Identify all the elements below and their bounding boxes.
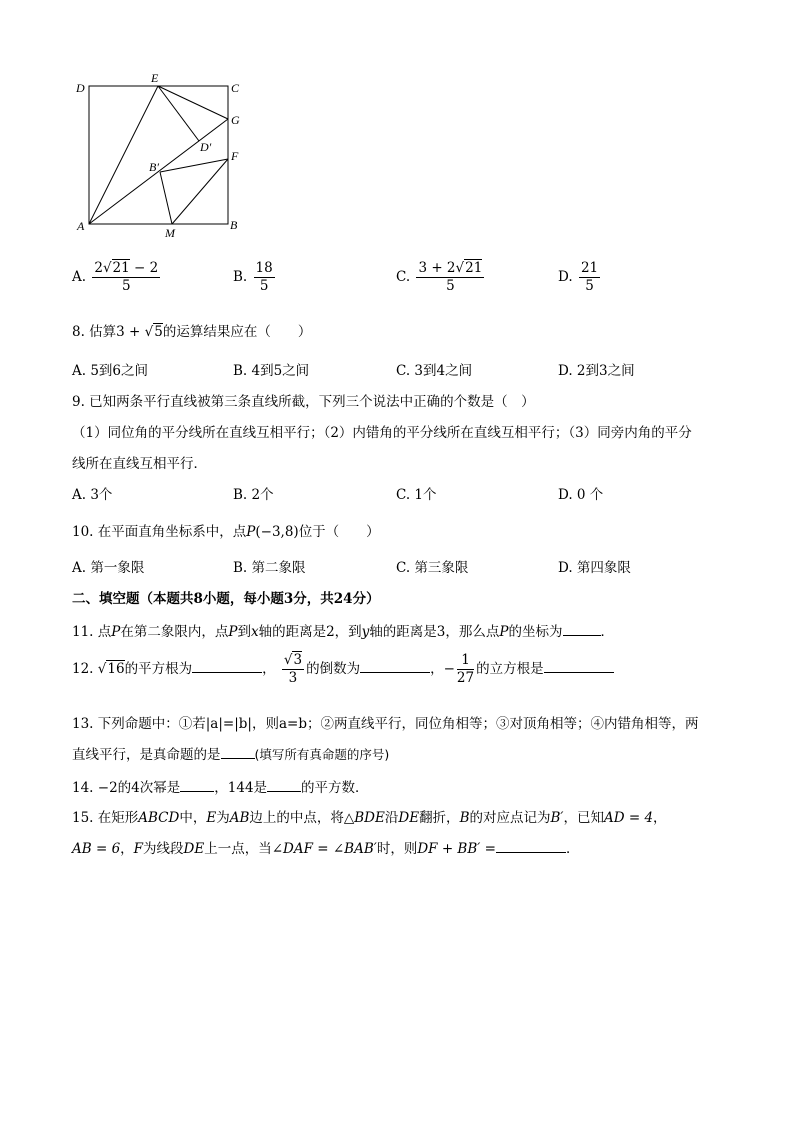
q8-option-b: B. 4到5之间 xyxy=(233,363,310,379)
label-m: M xyxy=(165,226,175,240)
answer-blank[interactable] xyxy=(192,660,262,673)
q8-option-d: D. 2到3之间 xyxy=(558,363,635,379)
label-d-prime: D′ xyxy=(200,140,212,154)
rectangle-abcd xyxy=(89,86,228,224)
label-b: B xyxy=(230,218,238,232)
q9-option-b: B. 2个 xyxy=(233,487,274,503)
label-g: G xyxy=(231,113,240,127)
q10-option-b: B. 第二象限 xyxy=(233,560,306,576)
answer-blank[interactable] xyxy=(267,779,301,792)
q13-line2: 直线平行，是真命题的是 (填写所有真命题的序号) xyxy=(72,747,390,763)
q7-option-a: A. $\frac{2√21 - 2}{5}$ xyxy=(72,260,159,294)
q9-statements-line2: 线所在直线互相平行． xyxy=(72,456,207,472)
fraction: $\frac{21}{5}$ xyxy=(580,260,599,294)
q11-stem: 11. 点P在第二象限内，点P到x轴的距离是2，到y轴的距离是3，那么点P的坐标为 ． xyxy=(72,624,614,640)
segment-ed-prime xyxy=(158,86,199,141)
section-heading: 二、填空题（本题共8小题，每小题3分，共24分） xyxy=(72,591,380,607)
q8-option-c: C. 3到4之间 xyxy=(396,363,473,379)
fraction: $\frac{1}{27}$ xyxy=(456,652,475,686)
answer-blank[interactable] xyxy=(221,746,255,759)
geometry-figure xyxy=(70,72,250,242)
q15-line2: AB = 6，F为线段DE上一点，当∠DAF = ∠BAB′时，则DF + BB′ = ． xyxy=(72,841,580,857)
label-b-prime: B′ xyxy=(149,160,159,174)
segment-eg xyxy=(158,86,228,119)
q10-option-a: A. 第一象限 xyxy=(72,560,145,576)
fraction: $\frac{3 + 2√21}{5}$ xyxy=(418,260,483,294)
q10-option-d: D. 第四象限 xyxy=(558,560,631,576)
q7-option-c: C. $\frac{3 + 2√21}{5}$ xyxy=(396,260,483,294)
q14-stem: 14. −2的4次幂是 ，144是 的平方数． xyxy=(72,780,369,796)
label-d: D xyxy=(76,81,85,95)
segment-bprime-f xyxy=(160,159,228,172)
fraction: $\frac{18}{5}$ xyxy=(255,260,273,294)
q13-line1: 13. 下列命题中：①若|a|=|b|，则a=b；②两直线平行，同位角相等；③对顶角相等；④内错角相等，两 xyxy=(72,716,699,732)
q7-option-b: B. $\frac{18}{5}$ xyxy=(233,260,273,294)
fraction: $\frac{√3}{3}$ xyxy=(283,652,303,686)
segment-ae xyxy=(89,86,158,224)
label-c: C xyxy=(231,81,240,95)
answer-blank[interactable] xyxy=(563,623,601,636)
segment-mf xyxy=(172,159,228,224)
q10-stem: 10. 在平面直角坐标系中，点P(−3,8)位于（ ） xyxy=(72,524,380,540)
q8-option-a: A. 5到6之间 xyxy=(72,363,149,379)
q15-line1: 15. 在矩形ABCD中，E为AB边上的中点，将△BDE沿DE翻折，B的对应点记为B′，已知AD = 4， xyxy=(72,810,667,826)
answer-blank[interactable] xyxy=(544,660,614,673)
q7-option-d: D. $\frac{21}{5}$ xyxy=(558,260,599,294)
answer-blank[interactable] xyxy=(496,840,566,853)
q9-option-a: A. 3个 xyxy=(72,487,113,503)
label-f: F xyxy=(231,149,239,163)
q12-stem: 12. √16的平方根为 ， $\frac{√3}{3}$ 的倒数为 ，− $\frac{1}{27}$ 的立方根是 xyxy=(72,652,614,687)
label-a: A xyxy=(77,219,85,233)
q9-statements-line1: （1）同位角的平分线所在直线互相平行；（2）内错角的平分线所在直线互相平行；（3）同旁内角的平分 xyxy=(72,425,692,441)
q8-stem: 8. 估算3 + √5的运算结果应在（ ） xyxy=(72,324,312,340)
fraction: $\frac{2√21 - 2}{5}$ xyxy=(94,260,159,294)
q9-stem: 9. 已知两条平行直线被第三条直线所截，下列三个说法中正确的个数是（ ） xyxy=(72,394,535,410)
segment-bprime-m xyxy=(160,172,172,224)
q9-option-d: D. 0 个 xyxy=(558,487,604,503)
answer-blank[interactable] xyxy=(360,660,430,673)
q10-option-c: C. 第三象限 xyxy=(396,560,469,576)
q9-option-c: C. 1个 xyxy=(396,487,437,503)
label-e: E xyxy=(151,72,159,85)
answer-blank[interactable] xyxy=(180,779,214,792)
